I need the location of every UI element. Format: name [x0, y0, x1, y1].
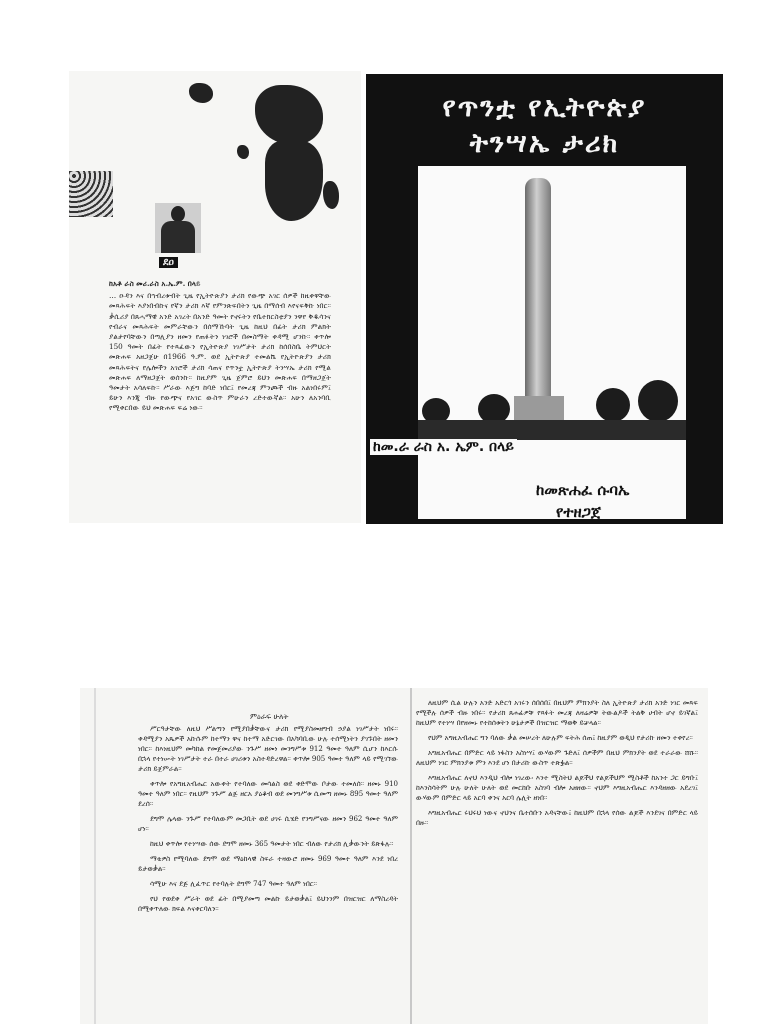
- book-gutter: [410, 688, 412, 1024]
- paragraph: የህም አግዚአብሔር ግን ባለው ቃል መሠረት ለሁሉም ፍትሕ ሰጠ፤ ከዚያም ወዲህ የታሪኩ ዘመን ተቀየረ።: [428, 734, 693, 742]
- article-paragraph: … ዑዳን እና በኀብረቱብት ጊዜ የኢትዮጵያን ታሪክ የውጭ አገር ሰዎች ከዚቀዋቸው መጻሕፍት እያነበብኩና የኛን ታሪክ እኛ የምንጽፍበትን ጊዜ በማሰብ እየናፍቅኩ ነበር። ቃሲሪያ በጸሓማዊ አንድ አገረት በአንድ ዓመት የኖሩትን የቤተክርስቲያን ንዋየ ቅዱሳንና የብራና መጻሕፍት መምራቸውን በሰማኹባት ጊዜ ከዚህ በፊት ታሪክ ምልክት ያልታየባቸውን በጣሊያን ዘመን የጠፉትን ነገሮች በመስማት ቀዳሚ ሆንኩ። ቀጥሎ 150 ዓመት በፊት የተጻፈውን የኢትዮጵያ ነገሥታት ታሪክ ከሰበስቤ ትምህርት መጽሐፍ አዘጋጀሁ በ1966 ዓ.ም. ወደ ኢትዮጵያ ተመልሼ የኢትዮጵያን ታሪክ መጻሕፍትና የሌሎችን አገሮች ታሪክ ሳጠና የጥንቷ ኢትዮጵያ ትንሣኤ ታሪክ የሚል መጽሐፍ ለማዘጋጀት ወሰንኩ። ከዚያም ጊዜ ጀምሮ ይህን መጽሐፍ በማዘጋጀት ዓመታት አሳለፍኩ። ሥራው እጅግ ከባድ ነበር፤ የመረጃ ምንጮች ብዙ አልነበሩም፤ ይሁን እንጂ ብዙ የውጭና የአገር ውስጥ ምሁራን ረድተውኛል። አሁን ለአንባቢ የሚቀርበው ይህ መጽሐፍ ፍሬ ነው።: [109, 291, 331, 413]
- book-cover: [366, 74, 723, 524]
- photo-caption: ደዐ: [159, 257, 178, 268]
- cover-subtitle: ከመጽሐፈ ሱባኤ: [536, 481, 630, 499]
- obelisk-photo: [418, 166, 686, 519]
- paragraph: የህ የወደቀ ሥራት ወደ ፊት በሚያመጣ መልኩ ይታወቃል፤ ይህንንም በዝርዝር ለማስረዳት በሚቀጥለው ክፍል እናቀርባለን።: [138, 895, 398, 913]
- paragraph: ከዚህ ቀጥሎ የተነሣው ሰው ደግሞ ዘመኑ 365 ዓመታት ነበር ብለው የታሪክ ሊቃውንት ይጽፋሉ።: [150, 840, 394, 848]
- right-page-column: [416, 698, 698, 833]
- paragraph: ሳሚሁ እና ደጅ ሊፈጥር የተባሉት ደግሞ 747 ዓመተ ዓለም ነበር።: [150, 880, 317, 888]
- paragraph: እግዚአብሔር ለኖህ እንዲህ ብሎ ነገረው፡ እንተ ሚስትህ ልጆችህ የልጆችህም ሚስቶች ከአንተ ጋር ይግቡ፤ ከእንስሳትም ሁሉ ሁለት ሁለት ወደ መርከቡ አስገባ ብሎ አዘዘው። ኖህም እግዚአብሔር እንዳዘዘው አደረገ፤ ውሃውም በምድር ላይ አርባ ቀንና አርባ ሌሊት ዘነበ።: [416, 774, 698, 802]
- cover-title-line2: ትንሣኤ ታሪክ: [469, 128, 620, 159]
- map-image: [255, 85, 323, 145]
- article-column: [109, 279, 331, 414]
- paragraph: ቀጥሎ የአግዚአብሔር አውቀት የተባለው መሳልስ ወደ ቀድሞው ቦታው ተመለሰ። ዘመኑ 910 ዓመተ ዓለም ነበር። የዚህም ንጉሥ ልጅ ዘርአ ያዕቆብ ወደ መንግሥቱ ሲመጣ ዘመኑ 895 ዓመተ ዓለም ደረሰ።: [138, 780, 398, 808]
- cover-title-line1: የጥንቷ የኢትዮጵያ: [442, 92, 647, 123]
- obelisk-base: [514, 396, 564, 422]
- map-image-part: [237, 145, 249, 159]
- map-texture: [69, 171, 113, 217]
- left-page-column: [138, 724, 398, 919]
- page-edge: [94, 688, 96, 1024]
- ground: [418, 420, 686, 440]
- bottom-book-spread: [80, 688, 708, 1024]
- paragraph: ማቴዎስ የሚባለው ደግሞ ወደ ማዕከላዊ ስፍራ ተዛውሮ ዘመኑ 969 ዓመተ ዓለም እንደ ነበረ ይታወቃል።: [138, 855, 398, 873]
- paragraph: ሥርዓታቸው ለዚህ ሥልጣን የሚያበቃቸውና ታሪክ የሚያስመዘግብ ኃያል ነገሥታት ነበሩ። ቀዳሚያን አጼዎች አኩሱም ከተማን ዋና ከተማ አድርገው በአካባቢው ሁሉ ተሰሚነትን ያገኙበት ዘመን ነበር። ከእነዚህም መካከል የመጀመሪያው ንጉሥ ዘመነ መንግሥቱ 912 ዓመተ ዓለም ሲሆን ከእርሱ በኋላ የተነሡት ነገሥታት ተራ በተራ ሀገሪቱን አስተዳድረዋል። ቀጥሎ 905 ዓመተ ዓለም ላይ የሚገኘው ታሪክ ይጀምራል።: [138, 725, 398, 773]
- tree: [596, 388, 630, 422]
- obelisk: [525, 178, 551, 400]
- cover-author: ከመ.ራ ራስ አ. ኤም. በላይ: [370, 439, 517, 455]
- byline: ከአቶ ራስ መሪ.ራስ አ.ኤ.ም. በላይ: [109, 279, 201, 288]
- tree: [638, 380, 678, 422]
- map-image-part: [265, 141, 323, 221]
- paragraph: እግዚአብሔር ሩህሩህ ነውና ኖህንና ቤተሰቡን አዳናቸው፤ ከዚህም በኋላ የሰው ልጆች እንደገና በምድር ላይ በዙ።: [416, 809, 698, 827]
- paragraph: አግዚአብሔር በምድር ላይ ነፋስን አስነሣ፤ ውሃውም ጉድለ፤ ሰዎችም በዚህ ምክንያት ወደ ተራራው ሸሹ። ለዚህም ነገር ምክንያቱ ምን እንደ ሆነ በታሪኩ ውስጥ ተጽፏል።: [416, 749, 698, 767]
- paragraph: ደግሞ ሌላው ንጉሥ የተባለውም መጋቢት ወደ ሀገሩ ሲሄድ የንግሥናው ዘመን 962 ዓመተ ዓለም ሆነ።: [138, 815, 398, 833]
- portrait-photo: [155, 203, 201, 253]
- map-image-part: [323, 181, 339, 209]
- top-left-page: [69, 71, 361, 523]
- running-head: ምዕራፍ ሁለት: [250, 712, 289, 721]
- map-image-part: [189, 83, 213, 103]
- paragraph: ለዚህም ሲል ሁሉን አንድ አድርጎ አገሩን ሰበሰበ፤ በዚህም ምክንያት ስለ ኢትዮጵያ ታሪክ አንድ ነገር መጻፍ የሚችሉ ሰዎች ብዙ ነበሩ። የታሪክ ጸሐፊዎቹ የጻፉት መረጃ ለዛሬዎቹ ትውልዶች ትልቅ ሀብት ሆኖ ይገኛል፤ ከዚህም የተነሣ በየዘመኑ የተከሰቱትን ሁኔታዎች በዝርዝር ማወቅ ይቻላል።: [416, 699, 698, 727]
- cover-publisher-line: የተዘጋጀ: [556, 503, 601, 521]
